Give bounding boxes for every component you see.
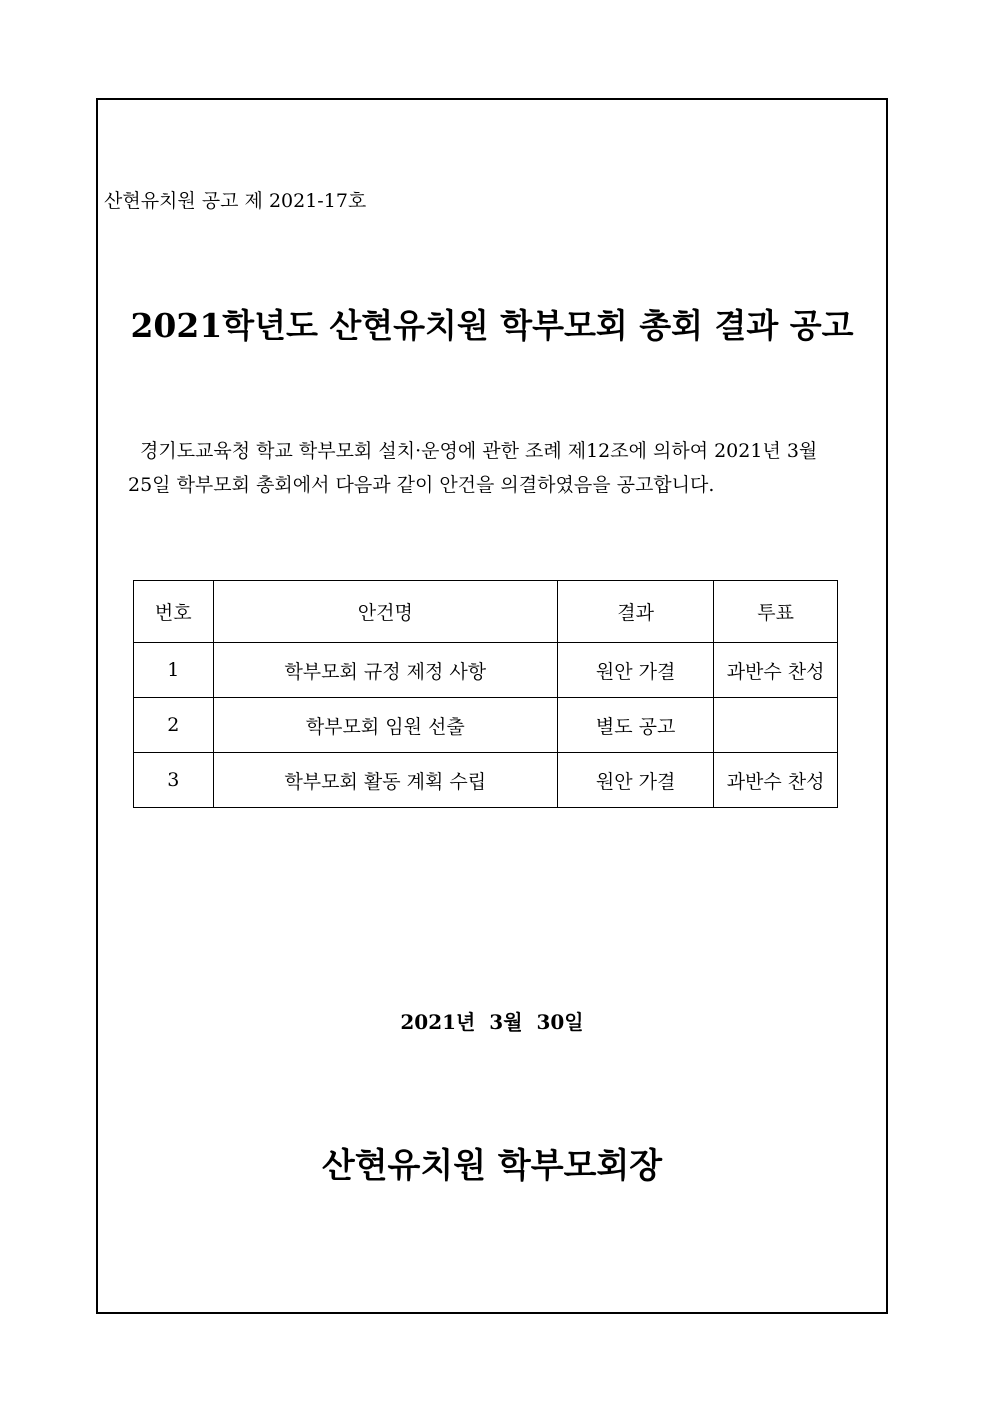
row-result: 원안 가결 [558, 643, 714, 698]
row-number: 2 [134, 698, 214, 753]
row-number: 1 [134, 643, 214, 698]
row-vote [714, 698, 838, 753]
row-vote: 과반수 찬성 [714, 643, 838, 698]
row-number: 3 [134, 753, 214, 808]
notice-body-line-1: 경기도교육청 학교 학부모회 설치·운영에 관한 조례 제12조에 의하여 2021년 3월 [140, 440, 818, 462]
results-table [133, 580, 838, 808]
row-agenda: 학부모회 임원 선출 [213, 698, 558, 753]
notice-body-line-2: 25일 학부모회 총회에서 다음과 같이 안건을 의결하였음을 공고합니다. [128, 474, 715, 496]
header-vote: 투표 [714, 581, 838, 643]
row-result: 별도 공고 [558, 698, 714, 753]
row-result: 원안 가결 [558, 753, 714, 808]
table-row [134, 698, 838, 753]
issuer-signature: 산현유치원 학부모회장 [321, 1146, 663, 1186]
page-title: 2021학년도 산현유치원 학부모회 총회 결과 공고 [130, 306, 854, 345]
issue-date: 2021년 3월 30일 [400, 1010, 584, 1034]
notice-number: 산현유치원 공고 제 2021-17호 [104, 190, 367, 212]
table-row [134, 643, 838, 698]
header-agenda: 안건명 [213, 581, 558, 643]
row-agenda: 학부모회 규정 제정 사항 [213, 643, 558, 698]
header-result: 결과 [558, 581, 714, 643]
row-agenda: 학부모회 활동 계획 수립 [213, 753, 558, 808]
row-vote: 과반수 찬성 [714, 753, 838, 808]
table-header-row [134, 581, 838, 643]
notice-body [128, 434, 884, 502]
table-row [134, 753, 838, 808]
header-number: 번호 [134, 581, 214, 643]
